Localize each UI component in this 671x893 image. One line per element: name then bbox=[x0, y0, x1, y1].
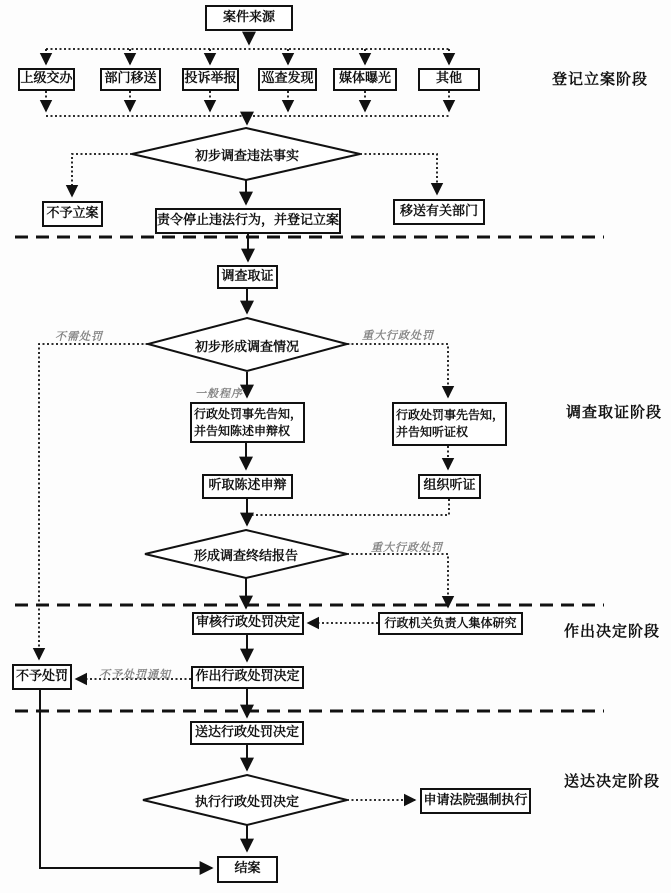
node-source-superior: 上级交办 bbox=[18, 68, 75, 91]
edge-label-major-penalty-1: 重大行政处罚 bbox=[362, 329, 434, 342]
node-source-other: 其他 bbox=[418, 68, 480, 91]
node-organize-hearing: 组织听证 bbox=[418, 474, 481, 499]
node-review-decision: 审核行政处罚决定 bbox=[192, 612, 304, 635]
edge-label-no-penalty-notice: 不予处罚通知 bbox=[99, 668, 171, 681]
node-make-decision: 作出行政处罚决定 bbox=[191, 666, 304, 689]
node-transfer: 移送有关部门 bbox=[393, 199, 485, 225]
node-listen-defense: 听取陈述申辩 bbox=[202, 474, 293, 499]
node-source-patrol: 巡查发现 bbox=[258, 68, 317, 91]
notify-defense-line1: 行政处罚事先告知， bbox=[194, 406, 303, 421]
notify-hearing-line2: 并告知听证权 bbox=[396, 425, 469, 439]
node-case-source: 案件来源 bbox=[205, 5, 293, 31]
diamond-label-preliminary-investigation: 初步调查违法事实 bbox=[194, 148, 299, 164]
notify-hearing-line1: 行政处罚事先告知， bbox=[396, 408, 505, 422]
node-investigate: 调查取证 bbox=[217, 265, 278, 289]
stage-dividers bbox=[15, 237, 604, 711]
node-court-enforcement: 申请法院强制执行 bbox=[420, 788, 531, 814]
node-source-complaint: 投诉举报 bbox=[182, 68, 239, 91]
stage-label-registration: 登记立案阶段 bbox=[552, 70, 649, 88]
stage-label-decision: 作出决定阶段 bbox=[564, 622, 661, 640]
diamond-label-investigation-situation: 初步形成调查情况 bbox=[194, 339, 299, 355]
node-notify-defense bbox=[190, 402, 305, 443]
edge-label-no-penalty-needed: 不需处罚 bbox=[55, 330, 103, 343]
node-no-penalty: 不予处罚 bbox=[12, 664, 72, 690]
node-serve-decision: 送达行政处罚决定 bbox=[190, 721, 304, 745]
diamond-label-execute-decision: 执行行政处罚决定 bbox=[194, 794, 299, 810]
edge-label-general-procedure: 一般程序 bbox=[195, 387, 243, 400]
edge-label-major-penalty-2: 重大行政处罚 bbox=[371, 541, 443, 554]
node-order-stop: 责令停止违法行为，并登记立案 bbox=[155, 208, 341, 234]
node-no-filing: 不予立案 bbox=[42, 201, 103, 227]
stage-label-service: 送达决定阶段 bbox=[564, 772, 661, 790]
stage-label-investigation: 调查取证阶段 bbox=[566, 403, 663, 421]
node-notify-hearing bbox=[392, 402, 507, 446]
node-close-case: 结案 bbox=[217, 856, 278, 883]
notify-defense-line2: 并告知陈述申辩权 bbox=[194, 423, 291, 438]
node-source-department: 部门移送 bbox=[100, 68, 161, 91]
diamond-label-final-report: 形成调查终结报告 bbox=[193, 548, 298, 564]
node-collective-study: 行政机关负责人集体研究 bbox=[378, 612, 523, 635]
node-source-media: 媒体曝光 bbox=[333, 68, 397, 91]
